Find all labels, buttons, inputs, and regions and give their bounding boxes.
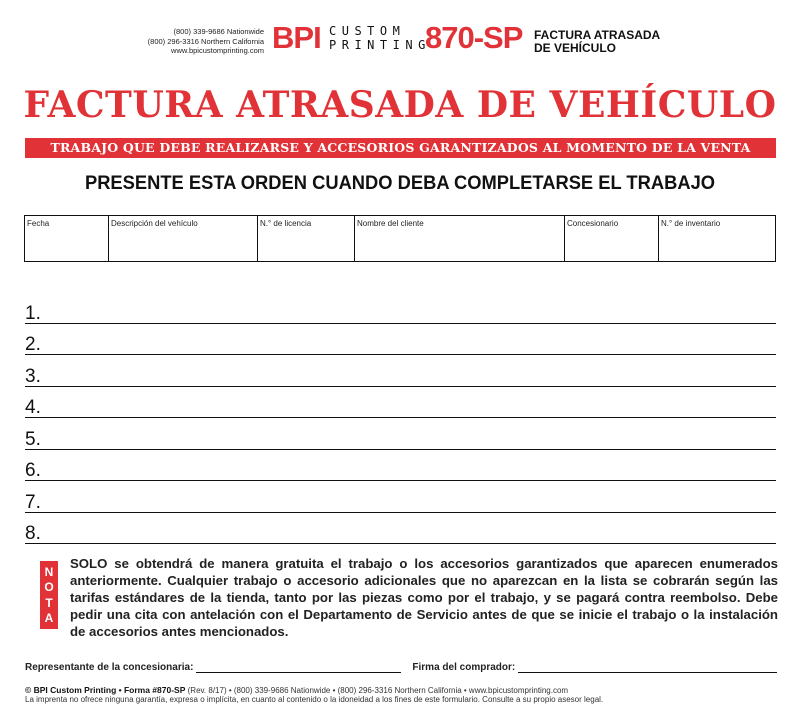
logo-word-printing: PRINTING (329, 38, 431, 52)
line-number: 8. (25, 523, 41, 544)
work-line-3[interactable] (25, 361, 776, 387)
representante-signature-line[interactable] (196, 663, 401, 673)
footer-details: (Rev. 8/17) • (800) 339-9686 Nationwide • (800) 296-3316 Northern California • www.bpicustomprinting.com (187, 686, 569, 695)
line-number: 5. (25, 429, 41, 450)
nota-letter: O (44, 580, 54, 595)
logo-custom-printing (329, 24, 431, 52)
website: www.bpicustomprinting.com (171, 46, 264, 56)
subtitle-band: TRABAJO QUE DEBE REALIZARSE Y ACCESORIOS GARANTIZADOS AL MOMENTO DE LA VENTA (25, 138, 776, 158)
page-title: FACTURA ATRASADA DE VEHÍCULO (23, 84, 777, 126)
line-number: 7. (25, 492, 41, 513)
field-numero-inventario[interactable] (658, 216, 775, 261)
buyer-signature-line[interactable] (518, 663, 777, 673)
label-representante: Representante de la concesionaria: (25, 662, 194, 673)
header-title-line1: FACTURA ATRASADA (534, 28, 661, 42)
work-line-2[interactable] (25, 329, 776, 355)
signature-row (25, 662, 777, 673)
field-nombre-cliente[interactable] (354, 216, 564, 261)
instruction-heading: PRESENTE ESTA ORDEN CUANDO DEBA COMPLETARSE EL TRABAJO (84, 172, 716, 194)
form-number: 870-SP (425, 20, 523, 55)
footer-copyright: © BPI Custom Printing • Forma #870-SP (25, 685, 186, 695)
work-line-7[interactable] (25, 487, 776, 513)
phone-northern-california: (800) 296-3316 Northern California (147, 36, 264, 46)
line-number: 6. (25, 460, 41, 481)
work-line-4[interactable] (25, 392, 776, 418)
line-number: 2. (25, 334, 41, 355)
label-firma-comprador: Firma del comprador: (412, 662, 516, 673)
nota-letter: T (45, 595, 53, 610)
line-number: 4. (25, 397, 41, 418)
field-label: N.° de licencia (260, 219, 312, 228)
field-label: Concesionario (567, 219, 619, 228)
nota-letter: N (44, 564, 54, 579)
field-label: Nombre del cliente (357, 219, 424, 228)
field-numero-licencia[interactable] (257, 216, 354, 261)
footer-disclaimer: La imprenta no ofrece ninguna garantía, expresa o implícita, en cuanto al contenido o la idoneidad a los fines de este formulario. Consulte a su propio asesor legal. (25, 695, 604, 704)
logo-word-custom: CUSTOM (329, 24, 406, 38)
header-title-line2: DE VEHÍCULO (534, 41, 617, 55)
phone-nationwide: (800) 339-9686 Nationwide (173, 27, 264, 36)
header-contact (120, 27, 264, 56)
work-line-5[interactable] (25, 424, 776, 450)
work-line-8[interactable] (25, 518, 776, 544)
work-line-6[interactable] (25, 455, 776, 481)
field-descripcion-vehiculo[interactable] (108, 216, 257, 261)
line-number: 1. (25, 303, 41, 324)
field-fecha[interactable] (25, 216, 108, 261)
logo-bpi: BPI (272, 20, 321, 55)
work-line-1[interactable] (25, 298, 776, 324)
vehicle-info-box (24, 215, 776, 262)
nota-letter: A (44, 611, 54, 626)
footer (25, 686, 603, 704)
field-label: Fecha (27, 219, 50, 228)
field-label: Descripción del vehículo (111, 219, 198, 228)
line-number: 3. (25, 366, 41, 387)
field-concesionario[interactable] (564, 216, 658, 261)
header-form-title (534, 29, 660, 55)
nota-text: SOLO se obtendrá de manera gratuita el trabajo o los accesorios garantizados que aparecen enumerados anteriormente. Cualquier trabajo o accesorio adicionales que no aparezcan en la lista se cobrarán según las tarifas estándares de la tienda, tanto por las piezas como por el trabajo, y se pagará contra reembolso. Debe pedir una cita con antelación con el Departamento de Servicio antes de que se inicie el trabajo o la instalación de accesorios antes mencionados. (70, 556, 778, 639)
nota-tag (40, 561, 58, 629)
field-label: N.° de inventario (661, 219, 721, 228)
